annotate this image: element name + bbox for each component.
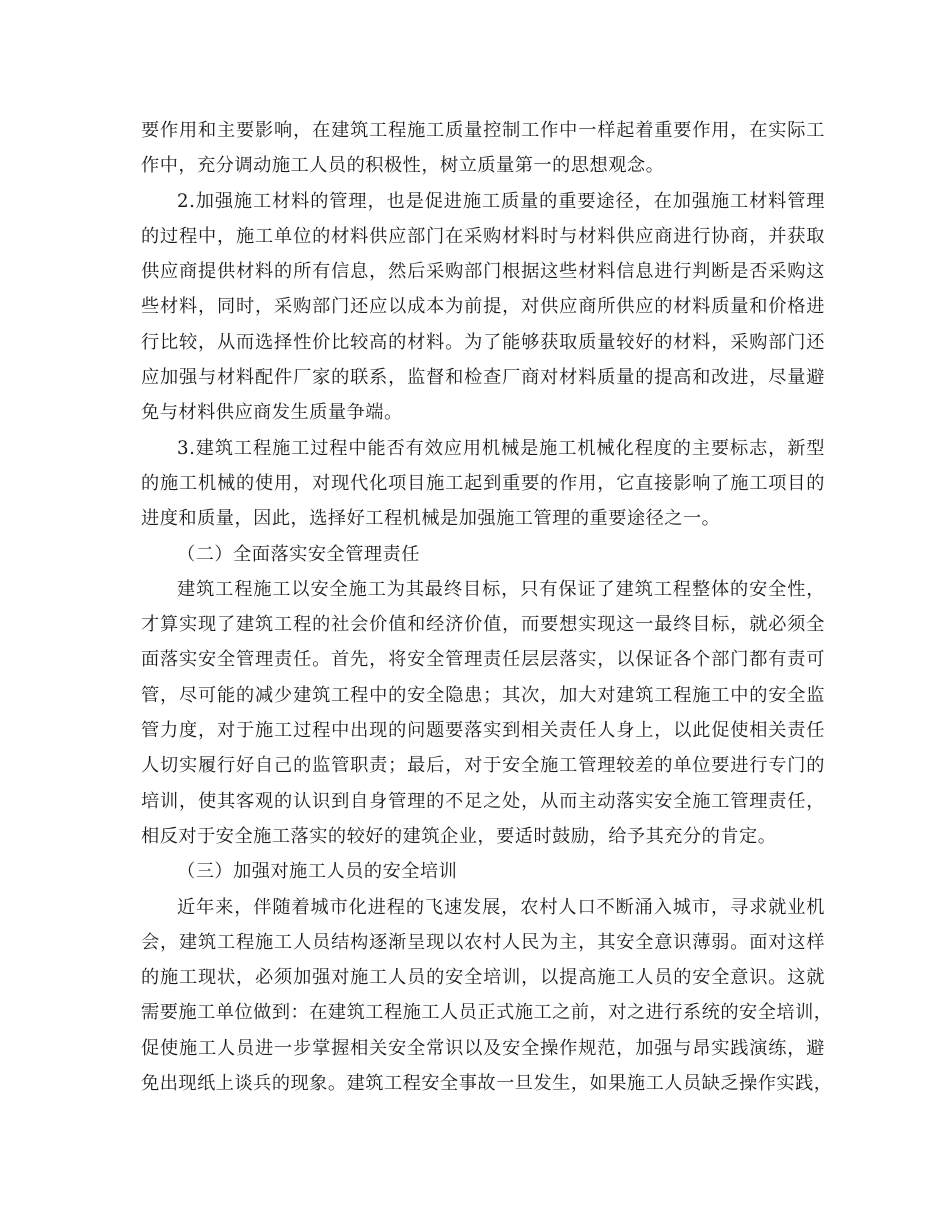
text-line: 应加强与材料配件厂家的联系，监督和检查厂商对材料质量的提高和改进，尽量避 [141,367,825,389]
text-line: 建筑工程施工以安全施工为其最终目标，只有保证了建筑工程整体的安全性， [177,578,825,600]
section-heading: （三）加强对施工人员的安全培训 [177,861,458,883]
text-line: 免与材料供应商发生质量争端。 [141,402,403,424]
text-line: 免出现纸上谈兵的现象。建筑工程安全事故一旦发生，如果施工人员缺乏操作实践， [141,1073,833,1095]
text-line: 的过程中，施工单位的材料供应部门在采购材料时与材料供应商进行协商，并获取 [141,225,825,247]
text-line: 相反对于安全施工落实的较好的建筑企业，要适时鼓励，给予其充分的肯定。 [141,825,777,847]
text-line: 需要施工单位做到：在建筑工程施工人员正式施工之前，对之进行系统的安全培训， [141,1002,833,1024]
text-line: 2.加强施工材料的管理，也是促进施工质量的重要途径，在加强施工材料管理 [177,190,825,212]
text-line: 培训，使其客观的认识到自身管理的不足之处，从而主动落实安全施工管理责任， [141,790,825,812]
text-line: 要作用和主要影响，在建筑工程施工质量控制工作中一样起着重要作用，在实际工 [141,120,825,141]
text-line: 面落实安全管理责任。首先，将安全管理责任层层落实，以保证各个部门都有责可 [141,649,825,671]
text-line: 的施工机械的使用，对现代化项目施工起到重要的作用，它直接影响了施工项目的 [141,472,825,494]
text-line: 促使施工人员进一步掌握相关安全常识以及安全操作规范，加强与昂实践演练，避 [141,1037,825,1059]
text-line: 3.建筑工程施工过程中能否有效应用机械是施工机械化程度的主要标志，新型 [177,437,825,459]
text-line: 近年来，伴随着城市化进程的飞速发展，农村人口不断涌入城市，寻求就业机 [177,896,825,918]
text-line: 人切实履行好自己的监管职责；最后，对于安全施工管理较差的单位要进行专门的 [141,755,825,777]
text-line: 的施工现状，必须加强对施工人员的安全培训，以提高施工人员的安全意识。这就 [141,967,825,989]
text-line: 会，建筑工程施工人员结构逐渐呈现以农村人民为主，其安全意识薄弱。面对这样 [141,931,825,953]
text-line: 供应商提供材料的所有信息，然后采购部门根据这些材料信息进行判断是否采购这 [141,261,825,283]
text-line: 管力度，对于施工过程中出现的问题要落实到相关责任人身上，以此促使相关责任 [141,720,825,742]
text-line: 才算实现了建筑工程的社会价值和经济价值，而要想实现这一最终目标，就必须全 [141,614,825,636]
body-text [141,113,833,1101]
text-line: 些材料，同时，采购部门还应以成本为前提，对供应商所供应的材料质量和价格进 [141,296,825,318]
text-line: 进度和质量，因此，选择好工程机械是加强施工管理的重要途径之一。 [141,508,721,530]
text-line: 行比较，从而选择性价比较高的材料。为了能够获取质量较好的材料，采购部门还 [141,331,825,353]
section-heading: （二）全面落实安全管理责任 [177,543,420,565]
text-line: 作中，充分调动施工人员的积极性，树立质量第一的思想观念。 [141,155,665,177]
text-line: 管，尽可能的减少建筑工程中的安全隐患；其次，加大对建筑工程施工中的安全监 [141,684,825,706]
